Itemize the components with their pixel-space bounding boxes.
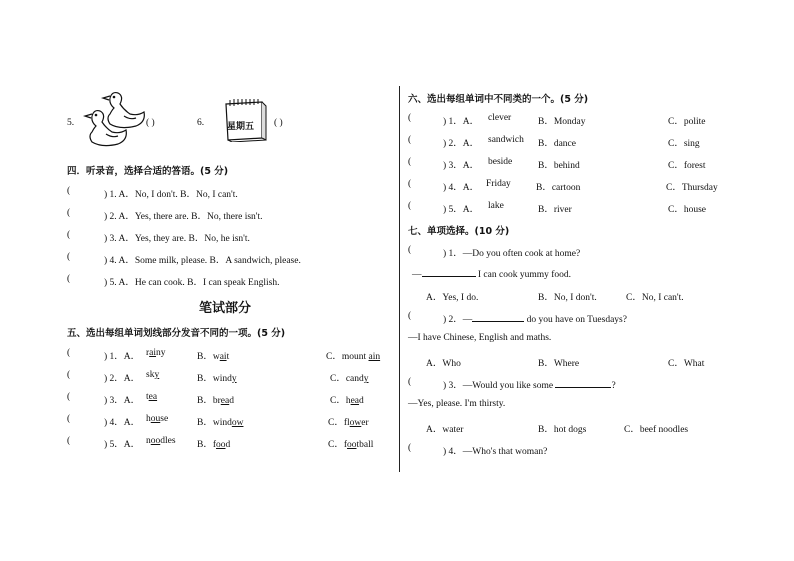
- option-c: C．mount ain: [326, 352, 381, 362]
- item-number: ) 1．A．: [104, 352, 141, 362]
- option-a: house: [146, 414, 169, 424]
- calendar-label: 星期五: [227, 122, 255, 132]
- option-c: C．flower: [328, 418, 369, 428]
- option-c: C．head: [330, 396, 364, 406]
- answer-paren[interactable]: (: [67, 208, 71, 218]
- list-item: ) 5. A．He can cook. B．I can speak English.: [104, 278, 280, 288]
- answer-paren[interactable]: (: [408, 311, 412, 321]
- section-7-title: 七、单项选择。(10 分): [408, 226, 510, 237]
- item-number: ) 4．A．: [104, 418, 141, 428]
- question-1-stem: ) 1．—Do you often cook at home?: [443, 249, 581, 259]
- answer-blank[interactable]: [422, 267, 476, 277]
- answer-paren[interactable]: (: [408, 179, 412, 189]
- answer-paren[interactable]: (: [67, 414, 71, 424]
- q6-number: 6.: [197, 118, 205, 128]
- answer-paren[interactable]: (: [408, 245, 412, 255]
- section-5-title: 五、选出每组单词划线部分发音不同的一项。(5 分): [67, 328, 286, 339]
- option-b: B．bread: [197, 396, 234, 406]
- item-number: ) 4．A．: [443, 183, 480, 193]
- question-1-reply: — I can cook yummy food.: [412, 267, 571, 280]
- question-3-reply: —Yes, please. I'm thirsty.: [408, 399, 506, 409]
- question-4-stem: ) 4．—Who's that woman?: [443, 447, 548, 457]
- option-a: Friday: [486, 179, 511, 189]
- option-b: B．dance: [538, 139, 576, 149]
- q5-answer-paren[interactable]: ( ): [146, 118, 155, 128]
- question-3-stem: ) 3．—Would you like some ?: [443, 377, 616, 391]
- q5-number: 5.: [67, 118, 75, 128]
- option-b: B．No, I don't.: [538, 293, 597, 303]
- option-b: B．Where: [538, 359, 580, 369]
- answer-paren[interactable]: (: [67, 186, 71, 196]
- option-c: C．Thursday: [666, 183, 718, 193]
- option-a: beside: [488, 157, 513, 167]
- option-b: B．river: [538, 205, 572, 215]
- question-2-reply: —I have Chinese, English and maths.: [408, 333, 552, 343]
- answer-paren[interactable]: (: [67, 274, 71, 284]
- item-number: ) 5．A．: [443, 205, 480, 215]
- written-part-heading: 笔试部分: [199, 301, 252, 316]
- column-divider: [399, 86, 400, 472]
- option-a: sky: [146, 370, 160, 380]
- answer-paren[interactable]: (: [67, 392, 71, 402]
- q6-answer-paren[interactable]: ( ): [274, 118, 283, 128]
- option-a: sandwich: [488, 135, 524, 145]
- option-b: B．Monday: [538, 117, 586, 127]
- answer-paren[interactable]: (: [67, 370, 71, 380]
- option-a: A．Who: [426, 359, 461, 369]
- item-number: ) 1．A．: [443, 117, 480, 127]
- answer-paren[interactable]: (: [408, 377, 412, 387]
- answer-paren[interactable]: (: [67, 252, 71, 262]
- option-c: C．house: [668, 205, 707, 215]
- item-number: ) 5．A．: [104, 440, 141, 450]
- list-item: ) 3. A．Yes, they are. B．No, he isn't.: [104, 234, 250, 244]
- option-a: rainy: [146, 348, 166, 358]
- section-4-title: 四．听录音，选择合适的答语。(5 分): [67, 166, 229, 177]
- item-number: ) 3．A．: [104, 396, 141, 406]
- option-a: clever: [488, 113, 512, 123]
- answer-paren[interactable]: (: [67, 348, 71, 358]
- answer-paren[interactable]: (: [408, 113, 412, 123]
- list-item: ) 1. A．No, I don't. B．No, I can't.: [104, 190, 238, 200]
- item-number: ) 2．A．: [104, 374, 141, 384]
- option-c: C．sing: [668, 139, 700, 149]
- option-b: B．food: [197, 440, 231, 450]
- option-a: A．water: [426, 425, 464, 435]
- option-a: tea: [146, 392, 158, 402]
- option-a: lake: [488, 201, 504, 211]
- answer-paren[interactable]: (: [408, 443, 412, 453]
- ducks-image: [80, 88, 152, 148]
- list-item: ) 2. A．Yes, there are. B．No, there isn't.: [104, 212, 263, 222]
- option-c: C．candy: [330, 374, 369, 384]
- option-c: C．No, I can't.: [626, 293, 684, 303]
- option-b: B．windy: [197, 374, 237, 384]
- item-number: ) 2．A．: [443, 139, 480, 149]
- option-a: A．Yes, I do.: [426, 293, 479, 303]
- option-c: C．What: [668, 359, 705, 369]
- answer-paren[interactable]: (: [67, 230, 71, 240]
- option-c: C．beef noodles: [624, 425, 689, 435]
- option-b: B．cartoon: [536, 183, 581, 193]
- answer-paren[interactable]: (: [408, 157, 412, 167]
- option-c: C．polite: [668, 117, 706, 127]
- answer-paren[interactable]: (: [408, 201, 412, 211]
- option-c: C．football: [328, 440, 374, 450]
- answer-blank[interactable]: [472, 312, 524, 322]
- item-number: ) 3．A．: [443, 161, 480, 171]
- answer-blank[interactable]: [555, 378, 611, 388]
- question-2-stem: ) 2．— do you have on Tuesdays?: [443, 311, 627, 325]
- section-6-title: 六、选出每组单词中不同类的一个。(5 分): [408, 94, 589, 105]
- list-item: ) 4. A．Some milk, please. B．A sandwich, please.: [104, 256, 301, 266]
- answer-paren[interactable]: (: [408, 135, 412, 145]
- answer-paren[interactable]: (: [67, 436, 71, 446]
- option-b: B．behind: [538, 161, 580, 171]
- option-b: B．window: [197, 418, 244, 428]
- option-c: C．forest: [668, 161, 706, 171]
- option-b: B．hot dogs: [538, 425, 587, 435]
- option-b: B．wait: [197, 352, 230, 362]
- option-a: noodles: [146, 436, 176, 446]
